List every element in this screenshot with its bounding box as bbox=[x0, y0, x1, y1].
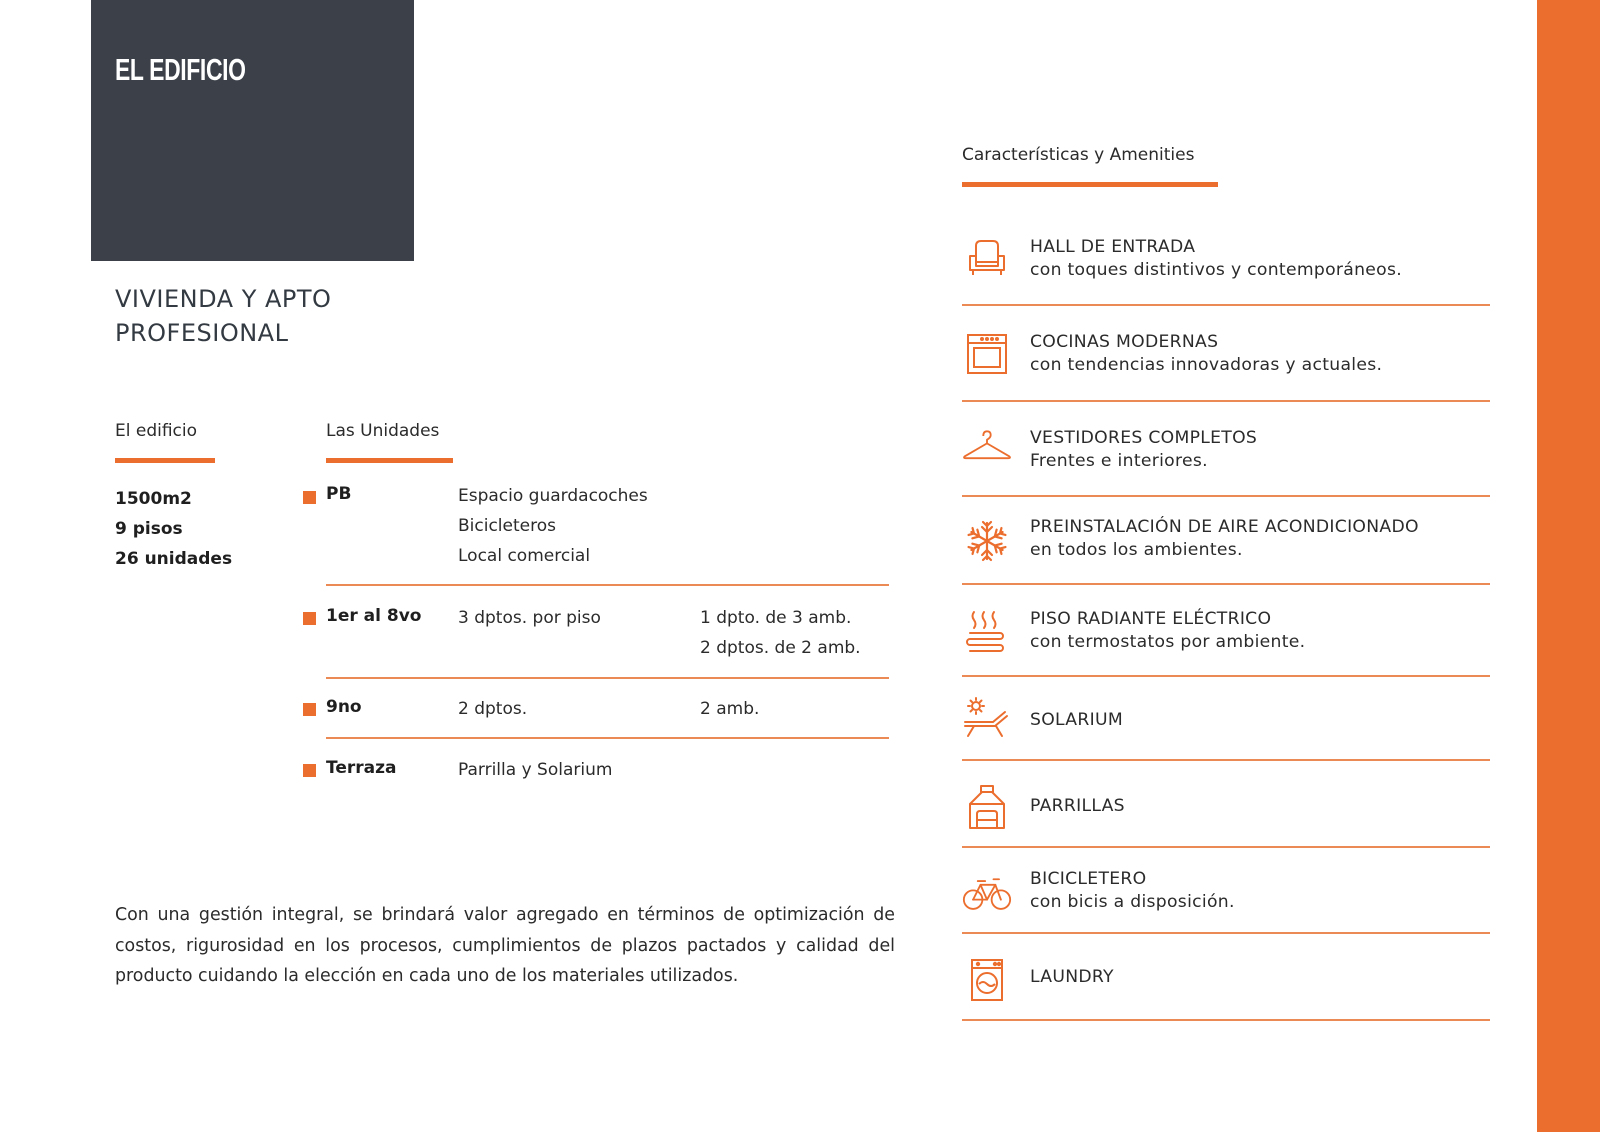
building-underline bbox=[115, 458, 215, 463]
subtitle-line-2: PROFESIONAL bbox=[115, 319, 289, 347]
amenity-divider bbox=[962, 846, 1490, 848]
unit-detail-line: 1 dpto. de 3 amb. bbox=[700, 608, 852, 628]
amenity-desc: Frentes e interiores. bbox=[1030, 451, 1208, 471]
armchair-icon bbox=[962, 234, 1012, 284]
amenity-desc: con toques distintivos y contemporáneos. bbox=[1030, 260, 1403, 280]
amenity-divider bbox=[962, 932, 1490, 934]
amenity-divider bbox=[962, 1019, 1490, 1021]
stat-area: 1500m2 bbox=[115, 489, 192, 509]
unit-desc-1-8 bbox=[458, 603, 601, 633]
unit-desc-line: 3 dptos. por piso bbox=[458, 608, 601, 628]
unit-name-pb: PB bbox=[326, 484, 352, 504]
snowflake-icon bbox=[962, 516, 1012, 566]
amenity-title: SOLARIUM bbox=[1030, 710, 1123, 730]
unit-desc-line: Local comercial bbox=[458, 546, 591, 566]
right-accent-bar bbox=[1537, 0, 1600, 1132]
body-paragraph: Con una gestión integral, se brindará valor agregado en términos de optimización de costos, rigurosidad en los procesos, cumplimientos de plazos pactados y calidad del producto cuidando la elección en cada uno de los materiales utilizados. bbox=[115, 905, 895, 986]
building-label: El edificio bbox=[115, 421, 198, 441]
amenity-desc: con termostatos por ambiente. bbox=[1030, 632, 1306, 652]
amenities-title: Características y Amenities bbox=[962, 145, 1195, 165]
amenity-desc: con tendencias innovadoras y actuales. bbox=[1030, 355, 1383, 375]
oven-icon bbox=[962, 330, 1012, 380]
amenity-text bbox=[1030, 427, 1257, 473]
amenity-desc: en todos los ambientes. bbox=[1030, 540, 1243, 560]
unit-desc-9 bbox=[458, 694, 527, 724]
units-label: Las Unidades bbox=[326, 421, 440, 441]
amenity-text bbox=[1030, 608, 1305, 654]
page-subtitle bbox=[115, 282, 475, 350]
unit-desc-pb bbox=[458, 481, 648, 571]
header-box bbox=[91, 0, 414, 261]
amenity-divider bbox=[962, 583, 1490, 585]
unit-detail-9 bbox=[700, 694, 759, 724]
row-divider bbox=[326, 677, 889, 679]
amenity-title: PARRILLAS bbox=[1030, 796, 1125, 816]
washing-machine-icon bbox=[962, 956, 1012, 1006]
unit-desc-line: Parrilla y Solarium bbox=[458, 760, 613, 780]
row-divider bbox=[326, 584, 889, 586]
unit-detail-line: 2 amb. bbox=[700, 699, 760, 719]
unit-detail-line: 2 dptos. de 2 amb. bbox=[700, 638, 861, 658]
amenity-divider bbox=[962, 759, 1490, 761]
amenity-divider bbox=[962, 304, 1490, 306]
grill-icon bbox=[962, 782, 1012, 832]
amenity-text bbox=[1030, 236, 1402, 282]
unit-name-1-8: 1er al 8vo bbox=[326, 606, 422, 626]
amenity-title: COCINAS MODERNAS bbox=[1030, 332, 1219, 352]
amenity-text bbox=[1030, 868, 1235, 914]
amenities-underline bbox=[962, 182, 1218, 187]
hanger-icon bbox=[962, 423, 1012, 473]
amenity-title: LAUNDRY bbox=[1030, 967, 1114, 987]
units-underline bbox=[326, 458, 453, 463]
row-bullet bbox=[303, 703, 316, 716]
unit-desc-line: Bicicleteros bbox=[458, 516, 556, 536]
building-stats bbox=[115, 484, 232, 574]
amenity-text bbox=[1030, 966, 1114, 989]
sun-lounger-icon bbox=[962, 696, 1012, 746]
radiant-floor-icon bbox=[962, 608, 1012, 658]
amenity-divider bbox=[962, 675, 1490, 677]
row-bullet bbox=[303, 764, 316, 777]
amenity-title: VESTIDORES COMPLETOS bbox=[1030, 428, 1258, 448]
unit-desc-line: Espacio guardacoches bbox=[458, 486, 648, 506]
amenity-text bbox=[1030, 795, 1125, 818]
row-bullet bbox=[303, 612, 316, 625]
row-divider bbox=[326, 737, 889, 739]
unit-desc-line: 2 dptos. bbox=[458, 699, 528, 719]
row-bullet bbox=[303, 491, 316, 504]
unit-detail-1-8 bbox=[700, 603, 861, 663]
subtitle-line-1: VIVIENDA Y APTO bbox=[115, 285, 332, 313]
stat-floors: 9 pisos bbox=[115, 519, 183, 539]
amenity-title: PREINSTALACIÓN DE AIRE ACONDICIONADO bbox=[1030, 517, 1419, 537]
amenity-text bbox=[1030, 516, 1419, 562]
stat-units: 26 unidades bbox=[115, 549, 233, 569]
amenity-text bbox=[1030, 709, 1123, 732]
amenity-title: PISO RADIANTE ELÉCTRICO bbox=[1030, 609, 1272, 629]
unit-name-9: 9no bbox=[326, 697, 362, 717]
amenity-title: BICICLETERO bbox=[1030, 869, 1147, 889]
amenity-desc: con bicis a disposición. bbox=[1030, 892, 1235, 912]
unit-name-terraza: Terraza bbox=[326, 758, 397, 778]
amenity-divider bbox=[962, 495, 1490, 497]
amenity-divider bbox=[962, 400, 1490, 402]
amenity-title: HALL DE ENTRADA bbox=[1030, 237, 1196, 257]
bicycle-icon bbox=[962, 870, 1012, 920]
page-title: EL EDIFICIO bbox=[115, 52, 246, 87]
amenity-text bbox=[1030, 331, 1382, 377]
unit-desc-terraza bbox=[458, 755, 612, 785]
